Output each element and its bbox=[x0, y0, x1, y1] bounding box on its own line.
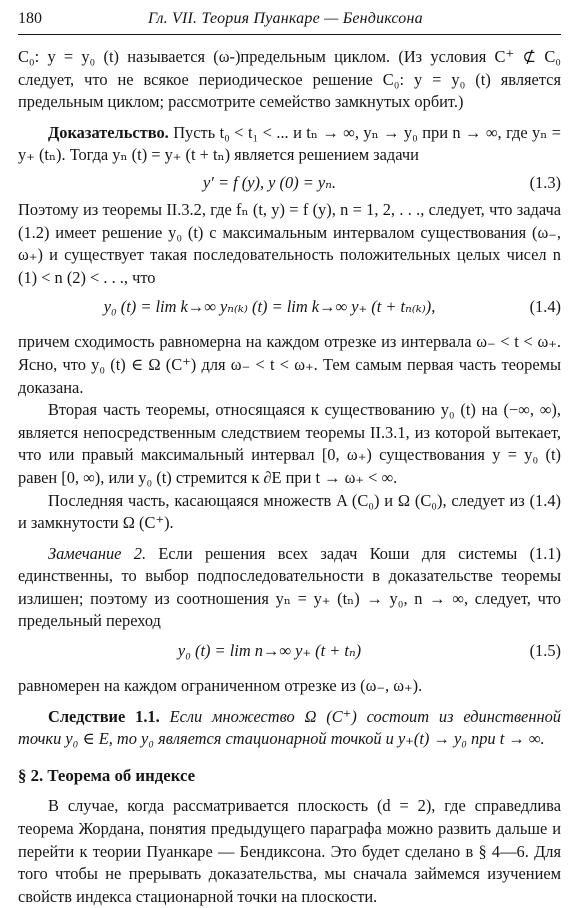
paragraph-plane-case: В случае, когда рассматривается плоскость (d = 2), где справедлива теорема Жордана, понятия предыдущего параграфа можно развить дальше и перейти к теории Пуанкаре — Бендиксона. Это будет сделано в § 4—6. Для того чтобы не прерывать доказательства, мы сначала займемся изучением свойств индекса стационарной точки на плоскости. bbox=[18, 796, 561, 906]
equation-1-5 bbox=[18, 633, 561, 675]
paragraph-corollary bbox=[18, 706, 561, 751]
equation-1-5-number: (1.5) bbox=[529, 641, 561, 661]
paragraph-theorem-ref: Поэтому из теоремы II.3.2, где fₙ (t, y) = f (y), n = 1, 2, . . ., следует, что задача (1.2) имеет решение y₀ (t) с максимальным интервалом существования (ω₋, ω₊) и существует такая последовательность положительных целых чисел n (1) < n (2) < . . ., что bbox=[18, 199, 561, 287]
paragraph-remark-2 bbox=[18, 543, 561, 633]
proof-text: Пусть t₀ < t₁ < ... и tₙ → ∞, yₙ → y₀ при n → ∞, где yₙ = y₊ (tₙ). Тогда yₙ (t) = y₊ (t + tₙ) является решением задачи bbox=[18, 122, 561, 165]
paragraph-uniform-convergence: причем сходимость равномерна на каждом отрезке из интервала ω₋ < t < ω₊. Ясно, что y₀ (t) ∈ Ω (C⁺) для ω₋ < t < ω₊. Тем самым первая часть теоремы доказана. bbox=[18, 332, 561, 397]
paragraph-uniform-bounded: равномерен на каждом ограниченном отрезке из (ω₋, ω₊). bbox=[18, 676, 423, 696]
paragraph-last-part: Последняя часть, касающаяся множеств A (C₀) и Ω (C₀), следует из (1.4) и замкнутости Ω (C⁺). bbox=[18, 490, 561, 533]
equation-1-3 bbox=[18, 167, 561, 199]
corollary-label: Следствие 1.1. bbox=[48, 706, 160, 726]
running-title: Гл. VII. Теория Пуанкаре — Бендиксона bbox=[148, 10, 423, 27]
remark-text: Если решения всех задач Коши для системы (1.1) единственны, то выбор подпоследовательности в доказательстве теоремы излишен; поэтому из соотношения yₙ = y₊ (tₙ) → y₀, n → ∞, следует, что предельный переход bbox=[18, 543, 561, 631]
page-header bbox=[18, 6, 561, 30]
equation-1-3-number: (1.3) bbox=[529, 172, 561, 192]
equation-1-5-formula: y₀ (t) = lim n→∞ y₊ (t + tₙ) bbox=[177, 641, 362, 661]
paragraph-second-part: Вторая часть теоремы, относящаяся к существованию y₀ (t) на (−∞, ∞), является непосредственным следствием теоремы II.3.1, из которой вытекает, что или правый максимальный интервал [0, ω₊) существования y = y₀ (t) равен [0, ∞), или y₀ (t) стремится к ∂E при t → ω₊ < ∞. bbox=[18, 400, 561, 487]
remark-label: Замечание 2. bbox=[48, 543, 147, 563]
equation-1-3-formula: y′ = f (y), y (0) = yₙ. bbox=[203, 172, 336, 192]
equation-1-4-formula: y₀ (t) = lim k→∞ yₙ₍ₖ₎ (t) = lim k→∞ y₊ (t + tₙ₍ₖ₎), bbox=[103, 297, 436, 317]
equation-1-4-number: (1.4) bbox=[529, 297, 561, 317]
paragraph-limit-cycle: C₀: y = y₀ (t) называется (ω-)предельным циклом. (Из условия C⁺ ⊄ C₀ следует, что не всякое периодическое решение C₀: y = y₀ (t) является предельным циклом; рассмотрите семейство замкнутых орбит.) bbox=[18, 47, 561, 112]
page-body bbox=[18, 46, 561, 908]
paragraph-proof bbox=[18, 122, 561, 167]
section-title: § 2. Теорема об индексе bbox=[18, 765, 196, 785]
corollary-text: Если множество Ω (C⁺) состоит из единственной точки y₀ ∈ E, то y₀ является стационарной точкой и y₊(t) → y₀ при t → ∞. bbox=[18, 706, 561, 749]
proof-label: Доказательство. bbox=[48, 122, 169, 142]
header-rule bbox=[18, 34, 561, 35]
page-number: 180 bbox=[18, 10, 42, 27]
equation-1-4 bbox=[18, 289, 561, 331]
